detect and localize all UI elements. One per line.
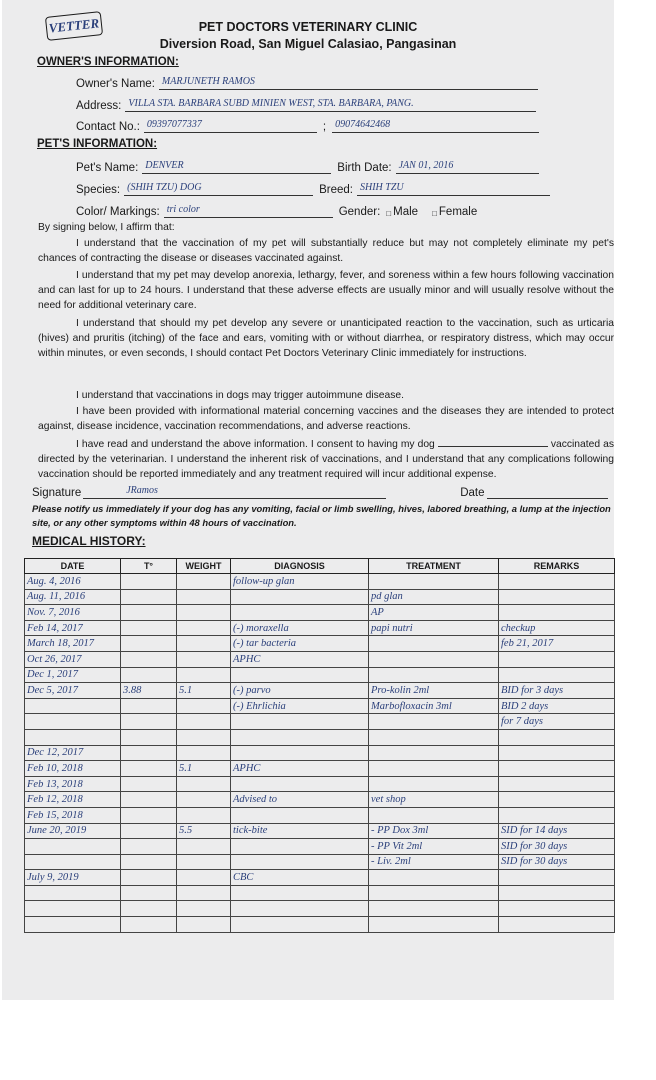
contact-separator: ;: [322, 121, 327, 133]
table-row: [25, 636, 615, 652]
table-cell: (-) moraxella: [231, 620, 369, 636]
table-cell: for 7 days: [499, 714, 615, 730]
table-cell: tick-bite: [231, 823, 369, 839]
table-cell: [231, 589, 369, 605]
table-cell: [177, 854, 231, 870]
table-cell: [177, 729, 231, 745]
table-cell: [499, 807, 615, 823]
table-cell: [499, 589, 615, 605]
address-row: [76, 97, 536, 112]
table-cell: [121, 776, 177, 792]
pet-name-row: [76, 159, 539, 174]
table-cell: [369, 870, 499, 886]
table-cell: [121, 589, 177, 605]
table-cell: pd glan: [369, 589, 499, 605]
consent-p6-end: vaccinated as directed by the veterinarian. I understand the inherent risk of vaccinations, and I understand that any complications following vaccination should be reported immediately and any treatment required will incur additional expense.: [38, 439, 614, 481]
clinic-address: Diversion Road, San Miguel Calasiao, Pangasinan: [159, 37, 457, 51]
table-cell: [121, 745, 177, 761]
table-cell: June 20, 2019: [25, 823, 121, 839]
male-checkbox[interactable]: □: [386, 209, 392, 218]
table-cell: (-) Ehrlichia: [231, 698, 369, 714]
table-cell: Aug. 4, 2016: [25, 574, 121, 590]
table-cell: [121, 714, 177, 730]
table-cell: SID for 30 days: [499, 839, 615, 855]
table-cell: [499, 574, 615, 590]
female-label: Female: [438, 206, 478, 218]
table-cell: [499, 651, 615, 667]
table-row: [25, 885, 615, 901]
table-cell: [177, 574, 231, 590]
table-cell: papi nutri: [369, 620, 499, 636]
table-cell: [121, 636, 177, 652]
table-cell: [121, 839, 177, 855]
table-cell: Feb 14, 2017: [25, 620, 121, 636]
table-cell: Feb 13, 2018: [25, 776, 121, 792]
table-row: [25, 620, 615, 636]
species-row: [76, 181, 550, 196]
table-cell: [369, 917, 499, 933]
table-cell: [231, 667, 369, 683]
table-cell: [231, 605, 369, 621]
table-cell: [177, 917, 231, 933]
table-cell: [231, 854, 369, 870]
table-cell: [231, 839, 369, 855]
table-cell: [499, 917, 615, 933]
column-header: DIAGNOSIS: [231, 559, 369, 574]
table-cell: [369, 667, 499, 683]
table-cell: [231, 917, 369, 933]
table-cell: [231, 745, 369, 761]
table-cell: Marbofloxacin 3ml: [369, 698, 499, 714]
table-cell: [177, 901, 231, 917]
color-field[interactable]: tri color: [164, 203, 333, 218]
clinic-name: PET DOCTORS VETERINARY CLINIC: [198, 20, 418, 34]
pet-name-label: Pet's Name:: [76, 162, 139, 174]
table-cell: [499, 745, 615, 761]
table-row: [25, 870, 615, 886]
table-cell: [369, 901, 499, 917]
column-header: REMARKS: [499, 559, 615, 574]
table-cell: follow-up glan: [231, 574, 369, 590]
table-cell: [499, 761, 615, 777]
table-cell: [499, 729, 615, 745]
pet-section-title: PET'S INFORMATION:: [37, 138, 158, 150]
table-cell: (-) tar bacteria: [231, 636, 369, 652]
consent-paragraph-5: I have been provided with informational material concerning vaccines and the diseases they are intended to protect against, disease incidence, vaccination recommendations, and adverse reactions.: [38, 406, 614, 433]
date-label: Date: [460, 487, 485, 499]
table-cell: [121, 870, 177, 886]
breed-field[interactable]: SHIH TZU: [357, 181, 550, 196]
table-cell: July 9, 2019: [25, 870, 121, 886]
birth-date-field[interactable]: JAN 01, 2016: [396, 159, 539, 174]
table-cell: Dec 12, 2017: [25, 745, 121, 761]
owner-name-row: [76, 75, 538, 90]
table-row: [25, 574, 615, 590]
owner-section-title: OWNER'S INFORMATION:: [37, 56, 179, 68]
table-cell: [177, 807, 231, 823]
table-row: [25, 651, 615, 667]
table-cell: SID for 14 days: [499, 823, 615, 839]
table-cell: Nov. 7, 2016: [25, 605, 121, 621]
table-cell: [177, 885, 231, 901]
table-cell: [25, 698, 121, 714]
table-cell: [25, 917, 121, 933]
table-cell: CBC: [231, 870, 369, 886]
breed-label: Breed:: [319, 184, 353, 196]
table-cell: Feb 10, 2018: [25, 761, 121, 777]
medical-history-title: MEDICAL HISTORY:: [32, 534, 146, 548]
table-cell: [25, 729, 121, 745]
column-header: WEIGHT: [177, 559, 231, 574]
contact-row: [76, 118, 539, 133]
species-field[interactable]: (SHIH TZU) DOG: [124, 181, 313, 196]
table-cell: [25, 854, 121, 870]
table-row: [25, 729, 615, 745]
table-cell: [369, 761, 499, 777]
contact-label: Contact No.:: [76, 121, 140, 133]
table-row: [25, 667, 615, 683]
address-label: Address:: [76, 100, 122, 112]
table-row: [25, 776, 615, 792]
column-header: TREATMENT: [369, 559, 499, 574]
birth-date-label: Birth Date:: [337, 162, 392, 174]
color-label: Color/ Markings:: [76, 206, 160, 218]
consent-paragraph-4: I understand that vaccinations in dogs may trigger autoimmune disease.: [76, 390, 404, 401]
table-row: [25, 761, 615, 777]
table-cell: March 18, 2017: [25, 636, 121, 652]
table-row: [25, 745, 615, 761]
table-cell: Oct 26, 2017: [25, 651, 121, 667]
table-row: [25, 605, 615, 621]
date-field[interactable]: [487, 484, 608, 499]
table-cell: checkup: [499, 620, 615, 636]
vaccination-form: [2, 0, 614, 1000]
table-cell: BID 2 days: [499, 698, 615, 714]
table-cell: [121, 605, 177, 621]
table-cell: 3.88: [121, 683, 177, 699]
address-field[interactable]: VILLA STA. BARBARA SUBD MINIEN WEST, STA. BARBARA, PANG.: [125, 97, 536, 112]
table-cell: Feb 12, 2018: [25, 792, 121, 808]
table-cell: [177, 745, 231, 761]
table-cell: [369, 714, 499, 730]
table-cell: [369, 651, 499, 667]
table-cell: [499, 776, 615, 792]
table-cell: [121, 885, 177, 901]
consent-paragraph-6: [38, 436, 614, 483]
table-cell: [121, 651, 177, 667]
table-cell: [369, 885, 499, 901]
table-cell: [231, 885, 369, 901]
table-cell: 5.5: [177, 823, 231, 839]
table-cell: [231, 729, 369, 745]
table-cell: [25, 885, 121, 901]
table-cell: [121, 807, 177, 823]
medical-history-table: [24, 558, 615, 933]
dog-consent-blank[interactable]: [438, 436, 548, 447]
table-cell: [177, 870, 231, 886]
contact-field-1[interactable]: 09397077337: [144, 118, 317, 133]
table-cell: [25, 714, 121, 730]
species-label: Species:: [76, 184, 121, 196]
table-cell: Pro-kolin 2ml: [369, 683, 499, 699]
table-cell: Aug. 11, 2016: [25, 589, 121, 605]
table-cell: [121, 792, 177, 808]
table-row: [25, 807, 615, 823]
table-cell: Dec 5, 2017: [25, 683, 121, 699]
table-cell: [177, 792, 231, 808]
table-cell: [177, 698, 231, 714]
table-cell: APHC: [231, 651, 369, 667]
pet-name-field[interactable]: DENVER: [142, 159, 331, 174]
table-cell: - Liv. 2ml: [369, 854, 499, 870]
table-cell: [121, 729, 177, 745]
table-cell: Advised to: [231, 792, 369, 808]
table-cell: [231, 714, 369, 730]
gender-label: Gender:: [338, 206, 381, 218]
table-cell: [121, 901, 177, 917]
table-cell: (-) parvo: [231, 683, 369, 699]
contact-field-2[interactable]: 09074642468: [332, 118, 539, 133]
column-header: DATE: [25, 559, 121, 574]
table-row: [25, 589, 615, 605]
female-checkbox[interactable]: □: [432, 209, 437, 218]
table-cell: [177, 636, 231, 652]
male-label: Male: [393, 206, 419, 218]
table-cell: [121, 917, 177, 933]
table-row: [25, 854, 615, 870]
table-cell: [369, 807, 499, 823]
table-cell: [121, 854, 177, 870]
table-cell: Dec 1, 2017: [25, 667, 121, 683]
table-cell: [177, 667, 231, 683]
table-row: [25, 901, 615, 917]
table-cell: [177, 589, 231, 605]
table-cell: [177, 714, 231, 730]
table-cell: [499, 792, 615, 808]
table-cell: [177, 776, 231, 792]
table-row: [25, 714, 615, 730]
table-cell: [177, 620, 231, 636]
table-cell: [177, 605, 231, 621]
table-cell: [121, 574, 177, 590]
table-header-row: [25, 559, 615, 574]
table-cell: [231, 776, 369, 792]
table-cell: APHC: [231, 761, 369, 777]
owner-name-label: Owner's Name:: [76, 78, 155, 90]
table-cell: [25, 901, 121, 917]
signature-label: Signature: [32, 487, 82, 499]
table-row: [25, 792, 615, 808]
consent-paragraph-2: I understand that my pet may develop anorexia, lethargy, fever, and soreness within a few hours following vaccination and can last for up to 24 hours. I understand that these adverse effects are usually minor and will usually resolve without the need for additional veterinary care.: [38, 270, 614, 312]
signature-field[interactable]: JRamos: [83, 484, 386, 499]
table-cell: [25, 839, 121, 855]
consent-intro: By signing below, I affirm that:: [38, 222, 175, 233]
table-cell: [121, 667, 177, 683]
table-cell: - PP Vit 2ml: [369, 839, 499, 855]
table-cell: SID for 30 days: [499, 854, 615, 870]
table-cell: [121, 620, 177, 636]
table-cell: 5.1: [177, 683, 231, 699]
table-cell: - PP Dox 3ml: [369, 823, 499, 839]
table-cell: [499, 667, 615, 683]
table-row: [25, 917, 615, 933]
consent-paragraph-3: I understand that should my pet develop any severe or unanticipated reaction to the vaccination, such as urticaria (hives) and pruritis (itching) of the face and ears, vomiting with or without diarrhea, or respiratory distress, which may occur within minutes, or even seconds, I should contact Pet Doctors Veterinary Clinic immediately for instructions.: [38, 318, 614, 360]
table-cell: [369, 729, 499, 745]
table-cell: 5.1: [177, 761, 231, 777]
table-cell: vet shop: [369, 792, 499, 808]
table-cell: [231, 901, 369, 917]
signature-row: [32, 484, 608, 499]
consent-paragraph-1: I understand that the vaccination of my pet will substantially reduce but may not completely eliminate my pet's chances of contracting the disease or diseases vaccinated against.: [38, 238, 614, 265]
table-cell: [369, 574, 499, 590]
color-row: [76, 203, 477, 218]
table-cell: [499, 885, 615, 901]
table-cell: [231, 807, 369, 823]
table-row: [25, 683, 615, 699]
table-cell: [499, 605, 615, 621]
table-cell: [121, 698, 177, 714]
table-cell: AP: [369, 605, 499, 621]
table-cell: feb 21, 2017: [499, 636, 615, 652]
table-cell: [369, 745, 499, 761]
table-row: [25, 698, 615, 714]
notify-notice: Please notify us immediately if your dog has any vomiting, facial or limb swelling, hives, labored breathing, a lump at the injection site, or any other symptoms within 48 hours of vaccination.: [32, 503, 611, 528]
table-cell: [121, 761, 177, 777]
table-cell: [369, 776, 499, 792]
table-cell: [369, 636, 499, 652]
table-cell: [499, 870, 615, 886]
consent-p6-start: I have read and understand the above information. I consent to having my dog: [76, 439, 435, 450]
owner-name-field[interactable]: MARJUNETH RAMOS: [159, 75, 538, 90]
table-body: [25, 574, 615, 933]
table-cell: [177, 839, 231, 855]
vetter-stamp: VETTER: [45, 11, 103, 41]
table-cell: [499, 901, 615, 917]
table-row: [25, 823, 615, 839]
table-cell: BID for 3 days: [499, 683, 615, 699]
table-row: [25, 839, 615, 855]
column-header: T°: [121, 559, 177, 574]
table-cell: Feb 15, 2018: [25, 807, 121, 823]
table-cell: [177, 651, 231, 667]
table-cell: [121, 823, 177, 839]
